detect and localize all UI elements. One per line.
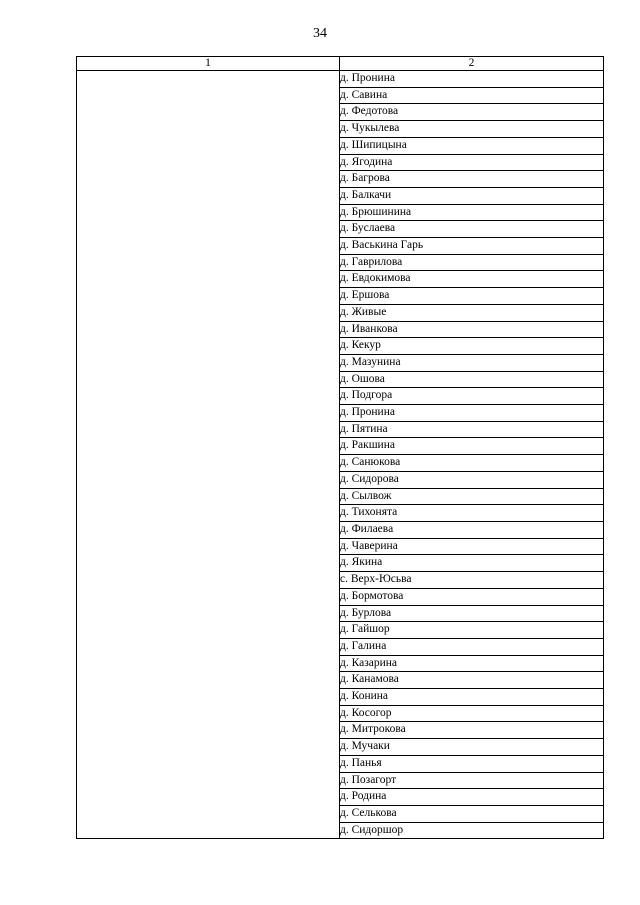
settlement-name-cell: д. Казарина: [340, 655, 604, 672]
settlement-name-cell: д. Пронина: [340, 405, 604, 422]
settlement-name-cell: д. Родина: [340, 789, 604, 806]
settlement-name-cell: д. Селькова: [340, 805, 604, 822]
page-number: 34: [313, 26, 327, 41]
column-header-2: 2: [340, 57, 604, 71]
settlement-name-cell: д. Васькина Гарь: [340, 238, 604, 255]
table-body: [77, 71, 604, 839]
column-header-1: 1: [77, 57, 340, 71]
settlement-name-cell: д. Пронина: [340, 71, 604, 88]
settlement-name-cell: д. Ракшина: [340, 438, 604, 455]
settlement-name-cell: д. Ершова: [340, 288, 604, 305]
settlement-name-cell: д. Кекур: [340, 338, 604, 355]
settlement-name-cell: д. Якина: [340, 555, 604, 572]
settlement-name-cell: с. Верх-Юсьва: [340, 572, 604, 589]
settlement-name-cell: д. Сылвож: [340, 488, 604, 505]
settlement-name-cell: д. Шипицына: [340, 137, 604, 154]
settlement-name-cell: д. Конина: [340, 689, 604, 706]
settlement-name-cell: д. Позагорт: [340, 772, 604, 789]
settlement-name-cell: д. Евдокимова: [340, 271, 604, 288]
settlement-name-cell: д. Бурлова: [340, 605, 604, 622]
table-header-row: [77, 57, 604, 71]
settlement-name-cell: д. Буслаева: [340, 221, 604, 238]
settlement-name-cell: д. Ошова: [340, 371, 604, 388]
settlement-name-cell: д. Сидоршор: [340, 822, 604, 839]
settlement-name-cell: д. Чукылева: [340, 121, 604, 138]
settlement-name-cell: д. Пятина: [340, 421, 604, 438]
table-row: [77, 71, 604, 88]
settlement-name-cell: д. Савина: [340, 87, 604, 104]
settlement-name-cell: д. Брюшинина: [340, 204, 604, 221]
settlement-name-cell: д. Багрова: [340, 171, 604, 188]
settlement-name-cell: д. Федотова: [340, 104, 604, 121]
settlement-name-cell: д. Тихонята: [340, 505, 604, 522]
settlement-name-cell: д. Канамова: [340, 672, 604, 689]
settlement-name-cell: д. Чаверина: [340, 538, 604, 555]
settlement-name-cell: д. Санюкова: [340, 455, 604, 472]
settlement-name-cell: д. Мазунина: [340, 354, 604, 371]
settlement-name-cell: д. Галина: [340, 638, 604, 655]
settlement-name-cell: д. Живые: [340, 304, 604, 321]
settlement-name-cell: д. Ягодина: [340, 154, 604, 171]
settlement-name-cell: д. Иванкова: [340, 321, 604, 338]
settlement-name-cell: д. Филаева: [340, 521, 604, 538]
settlement-name-cell: д. Мучаки: [340, 739, 604, 756]
settlement-name-cell: д. Гаврилова: [340, 254, 604, 271]
settlement-name-cell: д. Гайшор: [340, 622, 604, 639]
settlement-name-cell: д. Бормотова: [340, 588, 604, 605]
settlement-name-cell: д. Косогор: [340, 705, 604, 722]
column-1-merged-cell: [77, 71, 340, 839]
settlement-name-cell: д. Балкачи: [340, 187, 604, 204]
settlements-table: [76, 56, 604, 839]
settlement-name-cell: д. Митрокова: [340, 722, 604, 739]
settlement-name-cell: д. Панья: [340, 755, 604, 772]
table-header: [77, 57, 604, 71]
settlement-name-cell: д. Сидорова: [340, 471, 604, 488]
settlement-name-cell: д. Подгора: [340, 388, 604, 405]
